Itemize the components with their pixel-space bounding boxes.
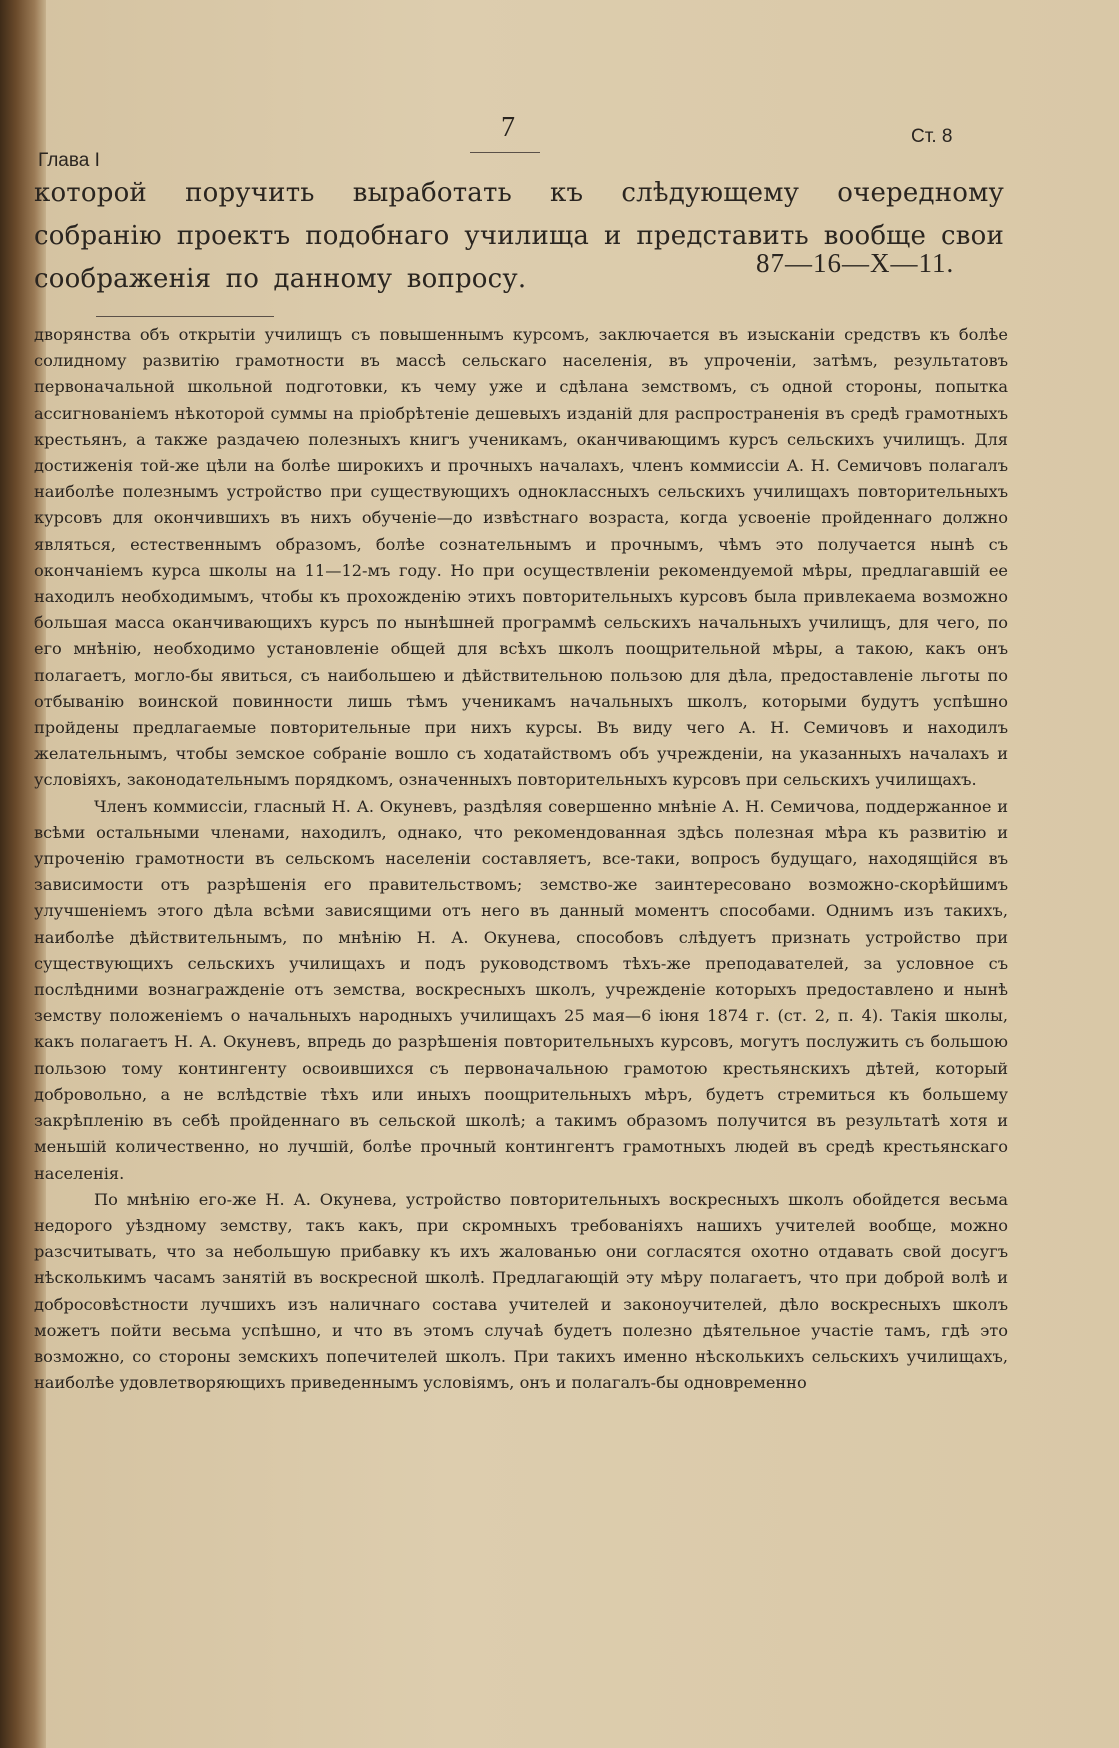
page-number-underline [470,152,540,153]
page-number: 7 [501,112,515,143]
body-paragraph-3: По мнѣнію его-же Н. А. Окунева, устройство повторительныхъ воскресныхъ школъ обойдется весьма недорого уѣздному земству, такъ какъ, при скромныхъ требованіяхъ нашихъ учителей вообще, можно разсчитывать, что за небольшую прибавку къ ихъ жалованью они согласятся охотно отдавать свой досугъ нѣсколькимъ часамъ занятій въ воскресной школѣ. Предлагающій эту мѣру полагаетъ, что при доброй волѣ и добросовѣстности лучшихъ изъ наличнаго состава учителей и законоучителей, дѣло воскресныхъ школъ можетъ пойти весьма успѣшно, и что въ этомъ случаѣ будетъ полезно дѣятельное участіе тамъ, гдѣ это возможно, со стороны земскихъ попечителей школъ. При такихъ именно нѣсколькихъ сельскихъ училищахъ, наиболѣе удовлетворяющихъ приведеннымъ условіямъ, онъ и полагалъ-бы одновременно [34,1189,1008,1393]
chapter-label: Глава I [38,150,100,171]
body-paragraph-1: дворянства объ открытіи училищъ съ повышеннымъ курсомъ, заключается въ изысканіи средствъ къ болѣе солидному развитію грамотности въ массѣ сельскаго населенія, въ упроченіи, затѣмъ, результатовъ первоначальной школьной подготовки, къ чему уже и сдѣлана земствомъ, съ одной стороны, попытка ассигнованіемъ нѣкоторой суммы на пріобрѣтеніе дешевыхъ изданій для распространенія въ средѣ грамотныхъ крестьянъ, а также раздачею полезныхъ книгъ ученикамъ, оканчивающимъ курсъ сельскихъ училищъ. Для достиженія той-же цѣли на болѣе широкихъ и прочныхъ началахъ, членъ коммиссіи А. Н. Семичовъ полагалъ наиболѣе полезнымъ устройство при существующихъ одноклассныхъ сельскихъ училищахъ повторительныхъ курсовъ для окончившихъ въ нихъ обученіе—до извѣстнаго возраста, когда усвоеніе пройденнаго должно являться, естественнымъ образомъ, болѣе сознательнымъ и прочнымъ, чѣмъ это получается нынѣ съ окончаніемъ курса школы на 11—12-мъ году. Но при осуществленіи рекомендуемой мѣры, предлагавшій ее находилъ необходимымъ, чтобы къ прохожденію этихъ повторительныхъ курсовъ была привлекаема возможно большая масса оканчивающихъ курсъ по нынѣшней программѣ сельскихъ начальныхъ училищъ, для чего, по его мнѣнію, необходимо установленіе общей для всѣхъ школъ поощрительной мѣры, а такою, какъ онъ полагаетъ, могло-бы явиться, съ наибольшею и дѣйствительною пользою для дѣла, предоставленіе льготы по отбыванію воинской повинности лишь тѣмъ ученикамъ начальныхъ школъ, которыми будутъ успѣшно пройдены предлагаемые повторительные при нихъ курсы. Въ виду чего А. Н. Семичовъ и находилъ желательнымъ, чтобы земское собраніе вошло съ ходатайствомъ объ учрежденіи, на указанныхъ началахъ и условіяхъ, законодательнымъ порядкомъ, означенныхъ повторительныхъ курсовъ при сельскихъ училищахъ. [34,325,1008,790]
intro-paragraph: которой поручить выработать къ слѣдующему очередному собранію проектъ подобнаго училища и представить вообще свои соображенія по данному вопросу. [34,178,1004,294]
body-text [34,322,1008,1396]
section-separator [96,316,274,317]
reference-code: 87—16—X—11. [756,248,955,278]
body-paragraph-2: Членъ коммиссіи, гласный Н. А. Окуневъ, раздѣляя совершенно мнѣніе А. Н. Семичова, поддержанное и всѣми остальными членами, находилъ, однако, что рекомендованная здѣсь полезная мѣра къ развитію и упроченію грамотности въ сельскомъ населеніи составляетъ, все-таки, вопросъ будущаго, находящійся въ зависимости отъ разрѣшенія его правительствомъ; земство-же заинтересовано возможно-скорѣйшимъ улучшеніемъ этого дѣла всѣми зависящими отъ него въ данный моментъ способами. Однимъ изъ такихъ, наиболѣе дѣйствительнымъ, по мнѣнію Н. А. Окунева, способовъ слѣдуетъ признать устройство при существующихъ сельскихъ училищахъ и подъ руководствомъ тѣхъ-же преподавателей, за условное съ послѣдними вознагражденіе отъ земства, воскресныхъ школъ, учрежденіе которыхъ предоставлено и нынѣ земству положеніемъ о начальныхъ народныхъ училищахъ 25 мая—6 іюня 1874 г. (ст. 2, п. 4). Такія школы, какъ полагаетъ Н. А. Окуневъ, впредь до разрѣшенія повторительныхъ курсовъ, могутъ послужить съ большою пользою тому контингенту освоившихся съ первоначальною грамотою крестьянскихъ дѣтей, который добровольно, а не вслѣдствіе тѣхъ или иныхъ поощрительныхъ мѣръ, будетъ стремиться къ большему закрѣпленію въ себѣ пройденнаго въ сельской школѣ; а такимъ образомъ получится въ результатѣ хотя и меньшій количественно, но лучшій, болѣе прочный контингентъ грамотныхъ людей въ средѣ крестьянскаго населенія. [34,796,1008,1183]
column-label: Ст. 8 [911,126,953,147]
